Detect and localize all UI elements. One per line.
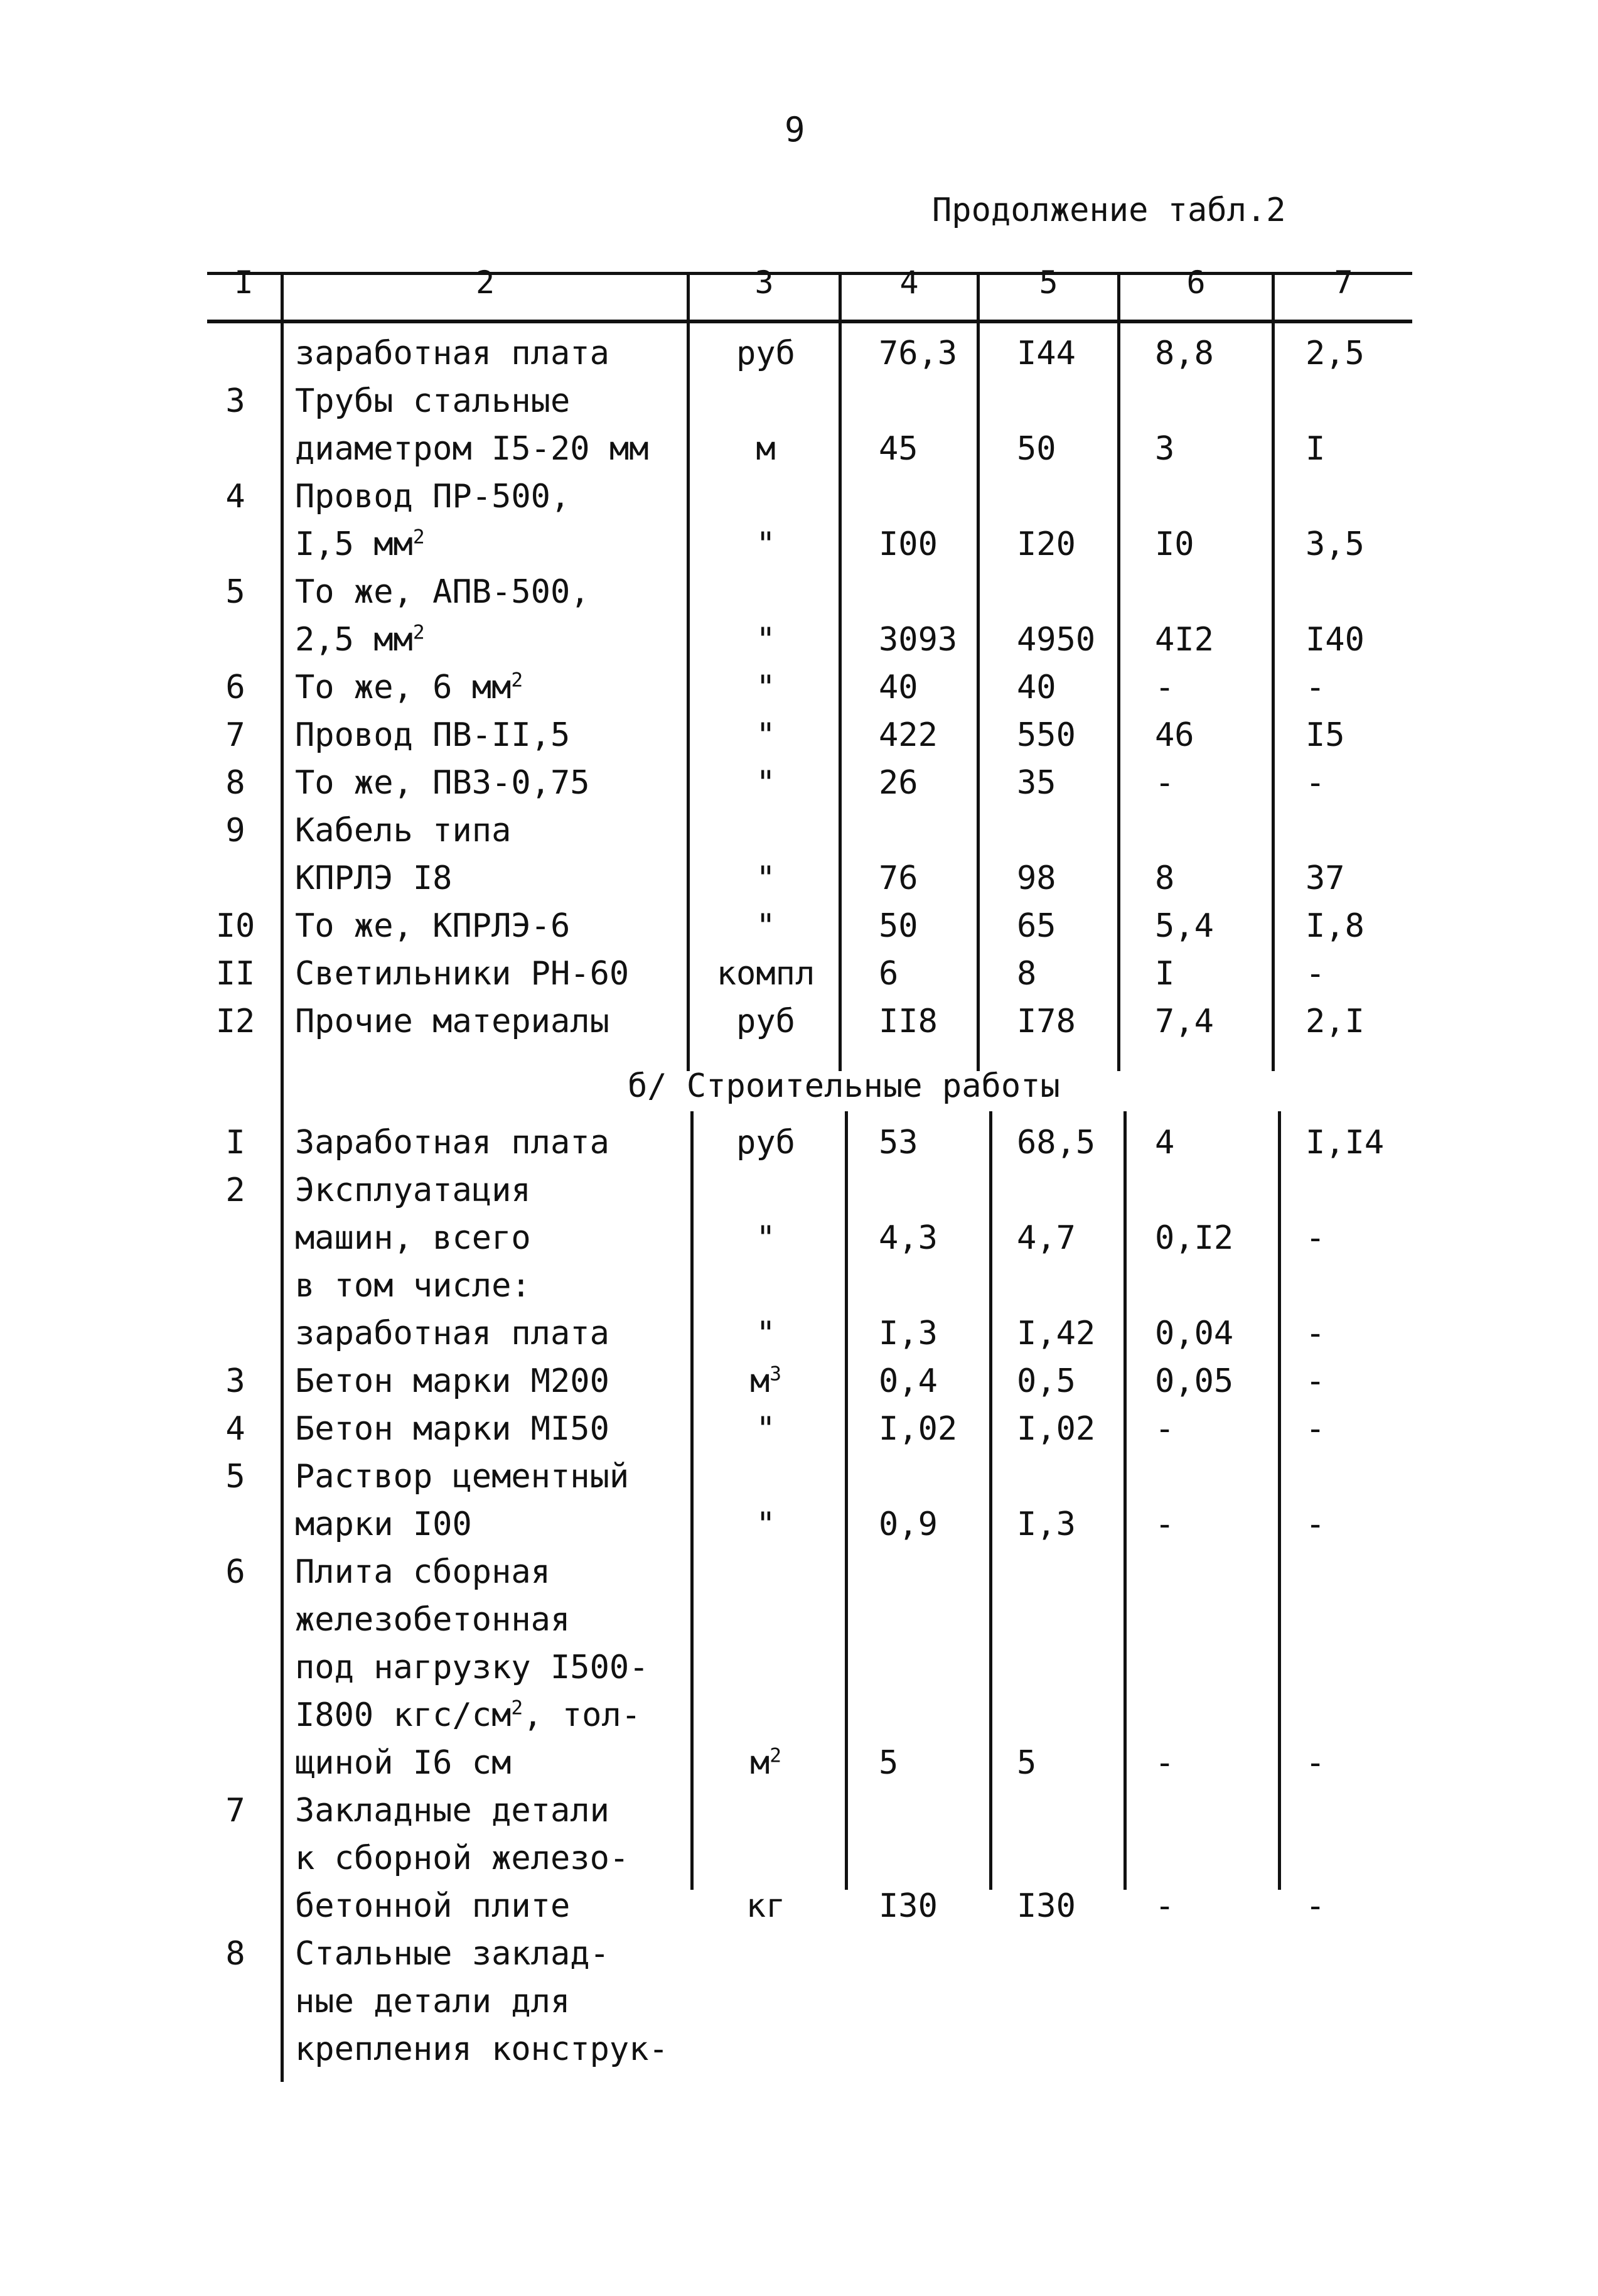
superscript: 2 — [412, 525, 425, 549]
unit: " — [756, 1410, 776, 1448]
value-col-5: 0,5 — [1017, 1362, 1076, 1400]
value-col-5: I20 — [1017, 525, 1076, 563]
value-col-4: 0,4 — [879, 1362, 938, 1400]
row-number: 8 — [225, 764, 245, 802]
item-name: Кабель типа — [295, 812, 512, 849]
item-name: Эксплуатация — [295, 1172, 531, 1209]
table-row — [0, 711, 1598, 759]
table-row — [0, 1930, 1598, 1978]
value-col-5: I,3 — [1017, 1506, 1076, 1543]
value-col-6: - — [1155, 1744, 1175, 1782]
item-name: под нагрузку I500- — [295, 1649, 649, 1686]
value-col-6: - — [1155, 764, 1175, 802]
unit: " — [756, 1315, 776, 1352]
table-row — [0, 377, 1598, 425]
unit: " — [756, 764, 776, 802]
item-name: бетонной плите — [295, 1887, 571, 1925]
table-row — [0, 998, 1598, 1045]
value-col-5: 4950 — [1017, 621, 1096, 659]
item-name: крепления конструк- — [295, 2030, 668, 2068]
table-row — [0, 1262, 1598, 1310]
table-row — [0, 1644, 1598, 1691]
table-row — [0, 664, 1598, 711]
value-col-7: - — [1306, 1887, 1326, 1925]
header-col-3: 3 — [754, 264, 774, 301]
table-row — [0, 520, 1598, 568]
table-row — [0, 759, 1598, 807]
item-name: Трубы стальные — [295, 382, 571, 420]
row-number: 4 — [225, 1410, 245, 1448]
item-name: КПРЛЭ I8 — [295, 860, 453, 897]
unit: " — [756, 669, 776, 706]
value-col-6: 4 — [1155, 1124, 1175, 1161]
value-col-4: 422 — [879, 716, 938, 754]
item-name: щиной I6 см — [295, 1744, 512, 1782]
table-row — [0, 902, 1598, 950]
row-number: 8 — [225, 1935, 245, 1973]
table-header-rule — [207, 320, 1412, 323]
value-col-7: - — [1306, 1362, 1326, 1400]
row-number: I0 — [215, 907, 255, 945]
value-col-6: - — [1155, 1506, 1175, 1543]
item-name: I800 кгс/$см^2$, тол- — [295, 1696, 641, 1734]
table-row — [0, 1310, 1598, 1357]
value-col-5: I,02 — [1017, 1410, 1096, 1448]
value-col-5: I,42 — [1017, 1315, 1096, 1352]
superscript: 2 — [511, 669, 523, 692]
value-col-5: 50 — [1017, 430, 1056, 468]
value-col-6: - — [1155, 669, 1175, 706]
item-name: заработная плата — [295, 1315, 609, 1352]
value-col-7: I — [1306, 430, 1326, 468]
unit: $м^2$ — [749, 1744, 782, 1782]
row-number: 3 — [225, 382, 245, 420]
header-col-1: I — [234, 264, 254, 301]
value-col-5: 35 — [1017, 764, 1056, 802]
value-col-6: 7,4 — [1155, 1003, 1214, 1040]
value-col-6: I0 — [1155, 525, 1194, 563]
value-col-5: 40 — [1017, 669, 1056, 706]
value-col-6: 4I2 — [1155, 621, 1214, 659]
item-name: Раствор цементный — [295, 1458, 630, 1496]
unit: кг — [746, 1887, 786, 1925]
table-row — [0, 1167, 1598, 1214]
item-name: Светильники РН-60 — [295, 955, 630, 993]
unit: " — [756, 621, 776, 659]
value-col-6: 0,05 — [1155, 1362, 1234, 1400]
item-name: Заработная плата — [295, 1124, 609, 1161]
superscript: 2 — [511, 1696, 523, 1720]
value-col-4: 76 — [879, 860, 918, 897]
value-col-5: 5 — [1017, 1744, 1037, 1782]
item-name: Бетон марки М200 — [295, 1362, 609, 1400]
header-col-6: 6 — [1186, 264, 1206, 301]
unit: руб — [736, 335, 795, 372]
value-col-6: 8,8 — [1155, 335, 1214, 372]
value-col-6: I — [1155, 955, 1175, 993]
value-col-4: 0,9 — [879, 1506, 938, 1543]
table-row — [0, 1405, 1598, 1453]
unit: м — [756, 430, 776, 468]
table-row — [0, 568, 1598, 616]
item-name: заработная плата — [295, 335, 609, 372]
value-col-5: I44 — [1017, 335, 1076, 372]
value-col-4: 76,3 — [879, 335, 958, 372]
value-col-4: I,3 — [879, 1315, 938, 1352]
value-col-4: 53 — [879, 1124, 918, 1161]
value-col-7: I40 — [1306, 621, 1365, 659]
superscript: 2 — [770, 1744, 782, 1767]
value-col-6: - — [1155, 1887, 1175, 1925]
value-col-5: 65 — [1017, 907, 1056, 945]
table-row — [0, 330, 1598, 377]
value-col-7: - — [1306, 1315, 1326, 1352]
table-row — [0, 950, 1598, 998]
header-col-5: 5 — [1039, 264, 1058, 301]
unit: руб — [736, 1124, 795, 1161]
row-number: 5 — [225, 1458, 245, 1496]
value-col-4: 3093 — [879, 621, 958, 659]
value-col-4: I00 — [879, 525, 938, 563]
section-title-text: б/ Строительные работы — [628, 1067, 1060, 1105]
unit: " — [756, 1506, 776, 1543]
unit: " — [756, 525, 776, 563]
item-name: марки I00 — [295, 1506, 472, 1543]
table-row — [0, 1501, 1598, 1548]
value-col-4: 50 — [879, 907, 918, 945]
value-col-7: 3,5 — [1306, 525, 1365, 563]
unit: руб — [736, 1003, 795, 1040]
row-number: I2 — [215, 1003, 255, 1040]
value-col-7: - — [1306, 764, 1326, 802]
row-number: 2 — [225, 1172, 245, 1209]
table-row — [0, 807, 1598, 854]
value-col-7: - — [1306, 955, 1326, 993]
item-name: То же, ПВЗ-0,75 — [295, 764, 590, 802]
value-col-4: 4,3 — [879, 1219, 938, 1257]
item-name: диаметром I5-20 мм — [295, 430, 649, 468]
value-col-4: II8 — [879, 1003, 938, 1040]
unit: $м^3$ — [749, 1362, 782, 1400]
value-col-6: 3 — [1155, 430, 1175, 468]
table-row — [0, 854, 1598, 902]
page-number: 9 — [785, 110, 805, 149]
unit: " — [756, 860, 776, 897]
value-col-4: 26 — [879, 764, 918, 802]
value-col-7: - — [1306, 1410, 1326, 1448]
table-row — [0, 1835, 1598, 1882]
value-col-6: 0,04 — [1155, 1315, 1234, 1352]
value-col-7: - — [1306, 1744, 1326, 1782]
item-name: Бетон марки МI50 — [295, 1410, 609, 1448]
value-col-7: 2,I — [1306, 1003, 1365, 1040]
value-col-7: I5 — [1306, 716, 1345, 754]
value-col-4: I,02 — [879, 1410, 958, 1448]
item-name: То же, КПРЛЭ-6 — [295, 907, 571, 945]
row-number: 7 — [225, 1792, 245, 1830]
table-row — [0, 1357, 1598, 1405]
row-number: 5 — [225, 573, 245, 611]
table-row — [0, 1691, 1598, 1739]
row-number: I — [225, 1124, 245, 1161]
value-col-5: I30 — [1017, 1887, 1076, 1925]
value-col-4: 40 — [879, 669, 918, 706]
value-col-7: 2,5 — [1306, 335, 1365, 372]
item-name: I,5 $мм^2$ — [295, 525, 425, 563]
table-row — [0, 1548, 1598, 1596]
superscript: 2 — [412, 621, 425, 644]
value-col-5: 8 — [1017, 955, 1037, 993]
value-col-5: 68,5 — [1017, 1124, 1096, 1161]
item-name: ные детали для — [295, 1983, 571, 2020]
table-row — [0, 1596, 1598, 1644]
unit: " — [756, 1219, 776, 1257]
unit: " — [756, 907, 776, 945]
table-row — [0, 2025, 1598, 2073]
value-col-6: - — [1155, 1410, 1175, 1448]
header-col-2: 2 — [475, 264, 495, 301]
item-name: в том числе: — [295, 1267, 531, 1305]
item-name: Провод ПВ-II,5 — [295, 716, 571, 754]
superscript: 3 — [770, 1362, 782, 1386]
header-col-4: 4 — [899, 264, 919, 301]
row-number: 4 — [225, 478, 245, 515]
item-name: Прочие материалы — [295, 1003, 609, 1040]
value-col-6: 46 — [1155, 716, 1194, 754]
row-number: 6 — [225, 669, 245, 706]
row-number: 6 — [225, 1553, 245, 1591]
value-col-4: 6 — [879, 955, 899, 993]
item-name: Стальные заклад- — [295, 1935, 609, 1973]
table-continuation-caption: Продолжение табл.2 — [932, 191, 1286, 229]
value-col-5: 98 — [1017, 860, 1056, 897]
table-row — [0, 1882, 1598, 1930]
value-col-6: 5,4 — [1155, 907, 1214, 945]
table-row — [0, 1119, 1598, 1167]
table-row — [0, 616, 1598, 664]
table-row — [0, 1787, 1598, 1835]
value-col-7: 37 — [1306, 860, 1345, 897]
row-number: 9 — [225, 812, 245, 849]
value-col-4: 5 — [879, 1744, 899, 1782]
table-row — [0, 425, 1598, 473]
value-col-6: 0,I2 — [1155, 1219, 1234, 1257]
value-col-5: 550 — [1017, 716, 1076, 754]
row-number: 3 — [225, 1362, 245, 1400]
header-col-7: 7 — [1334, 264, 1353, 301]
value-col-7: - — [1306, 1219, 1326, 1257]
value-col-7: I,I4 — [1306, 1124, 1385, 1161]
value-col-7: - — [1306, 669, 1326, 706]
value-col-4: I30 — [879, 1887, 938, 1925]
table-row — [0, 1978, 1598, 2025]
item-name: железобетонная — [295, 1601, 571, 1639]
item-name: машин, всего — [295, 1219, 531, 1257]
item-name: Провод ПР-500, — [295, 478, 571, 515]
row-number: 7 — [225, 716, 245, 754]
table-row — [0, 1453, 1598, 1501]
item-name: То же, АПВ-500, — [295, 573, 590, 611]
value-col-5: 4,7 — [1017, 1219, 1076, 1257]
value-col-7: I,8 — [1306, 907, 1365, 945]
unit: компл — [716, 955, 815, 993]
table-row — [0, 1739, 1598, 1787]
item-name: 2,5 $мм^2$ — [295, 621, 425, 659]
table-row — [0, 1214, 1598, 1262]
value-col-7: - — [1306, 1506, 1326, 1543]
row-number: II — [215, 955, 255, 993]
item-name: к сборной железо- — [295, 1840, 630, 1877]
item-name: Закладные детали — [295, 1792, 609, 1830]
value-col-6: 8 — [1155, 860, 1175, 897]
table-row — [0, 473, 1598, 520]
value-col-5: I78 — [1017, 1003, 1076, 1040]
value-col-4: 45 — [879, 430, 918, 468]
unit: " — [756, 716, 776, 754]
item-name: То же, 6 $мм^2$ — [295, 669, 523, 706]
item-name: Плита сборная — [295, 1553, 550, 1591]
